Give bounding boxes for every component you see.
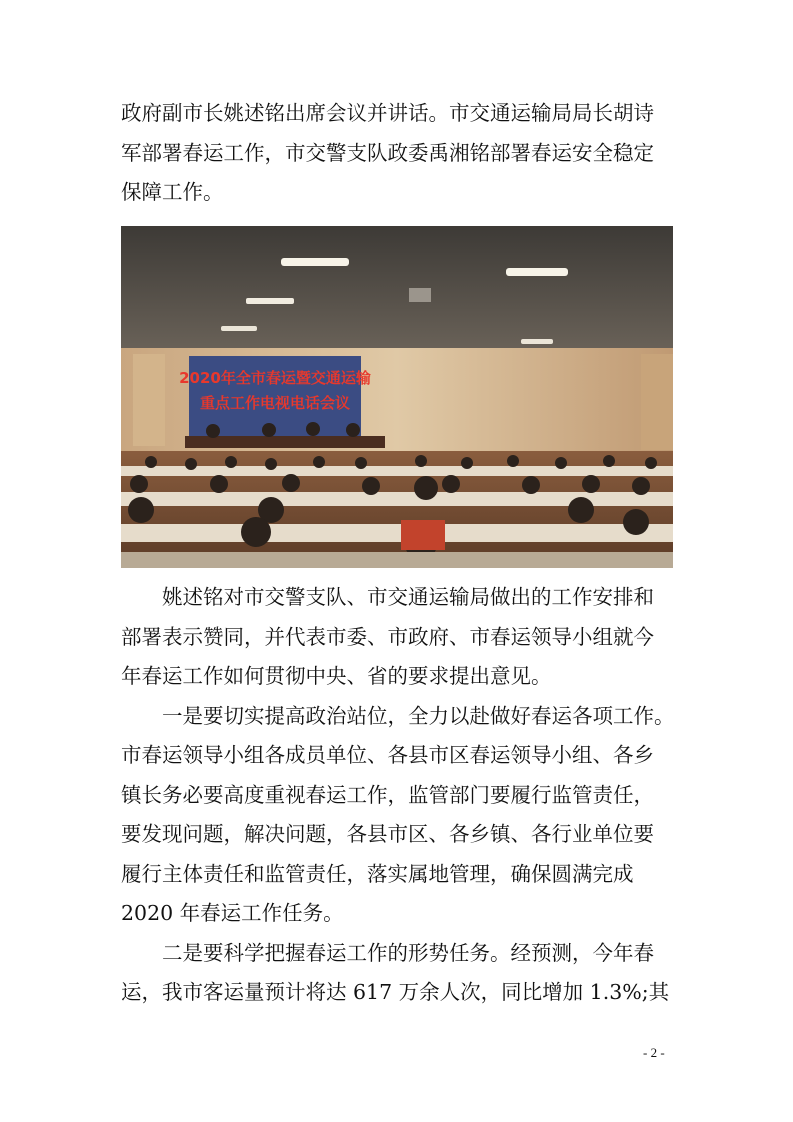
text-line: 市春运领导小组各成员单位、各县市区春运领导小组、各乡 bbox=[121, 743, 654, 767]
meeting-photo-illustration bbox=[121, 226, 673, 568]
body-text bbox=[121, 578, 673, 1013]
banner-title-line-1: 2020年全市春运暨交通运输 bbox=[179, 369, 371, 387]
banner-title-line-2: 重点工作电视电话会议 bbox=[199, 394, 351, 412]
text-line: 要发现问题，解决问题，各县市区、各乡镇、各行业单位要 bbox=[121, 822, 654, 846]
text-line: 运，我市客运量预计将达 617 万余人次，同比增加 1.3%;其 bbox=[121, 980, 670, 1004]
text-line: 姚述铭对市交警支队、市交通运输局做出的工作安排和 bbox=[162, 585, 654, 609]
text-line: 二是要科学把握春运工作的形势任务。经预测，今年春 bbox=[162, 940, 654, 965]
text-line: 保障工作。 bbox=[121, 180, 224, 204]
meeting-photo bbox=[121, 226, 673, 568]
text-line: 镇长务必要高度重视春运工作，监管部门要履行监管责任， bbox=[121, 782, 654, 807]
text-line: 军部署春运工作，市交警支队政委禹湘铭部署春运安全稳定 bbox=[121, 140, 654, 165]
intro-paragraph bbox=[121, 94, 673, 213]
page-number: - 2 - bbox=[643, 1045, 665, 1060]
text-line: 部署表示赞同，并代表市委、市政府、市春运领导小组就今 bbox=[121, 624, 654, 649]
text-line: 履行主体责任和监管责任，落实属地管理，确保圆满完成 bbox=[121, 861, 634, 886]
text-line: 政府副市长姚述铭出席会议并讲话。市交通运输局局长胡诗 bbox=[121, 101, 654, 125]
text-line: 一是要切实提高政治站位，全力以赴做好春运各项工作。 bbox=[162, 703, 675, 728]
text-line: 2020 年春运工作任务。 bbox=[121, 901, 344, 925]
text-line: 年春运工作如何贯彻中央、省的要求提出意见。 bbox=[121, 664, 552, 688]
